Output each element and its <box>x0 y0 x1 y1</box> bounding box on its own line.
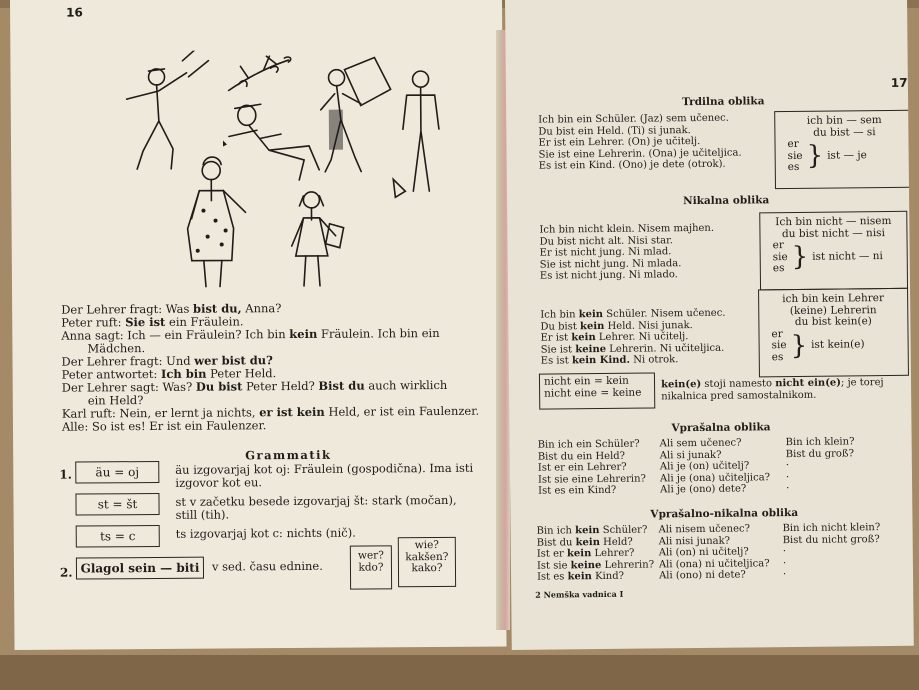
box-line: du bist kein(e) <box>794 315 872 328</box>
text-span: Ist sie <box>536 560 571 572</box>
text-span: auch wirklich <box>364 377 448 393</box>
pronoun: sie <box>772 250 788 263</box>
text-span: Anna? <box>241 301 282 316</box>
table-cell: Ali nisem učenec? <box>658 523 751 536</box>
text-span: Fräulein. Ich bin ein <box>317 326 440 341</box>
question-box <box>350 545 392 589</box>
example-line: Er ist nicht jung. Ni mlad. <box>539 246 672 259</box>
heading-trdilna: Trdilna oblika <box>682 95 765 109</box>
box-line: nicht eine = keine <box>544 386 642 400</box>
table-cell: Ali je (on) učitelj? <box>659 460 750 473</box>
verb-form: ist kein(e) <box>811 338 865 351</box>
pronoun: es <box>771 350 784 363</box>
text-span: Es ist <box>540 355 572 368</box>
table-column <box>659 523 784 582</box>
rule-text: izgovor kot eu. <box>175 475 263 490</box>
text-span: Ist er <box>536 548 568 560</box>
text-span: Lehrerin. Ni učiteljica. <box>606 342 725 355</box>
question-box <box>398 537 456 587</box>
rule-number: 2. <box>59 565 73 580</box>
table-cell: · <box>786 483 790 495</box>
table-cell: Ali (ono) ni dete? <box>658 569 746 582</box>
nikalna-lines <box>539 223 714 283</box>
table-column <box>660 437 787 496</box>
rule-box: st = št <box>75 493 159 516</box>
text-span: Held. Nisi junak. <box>604 319 693 332</box>
pronoun: er <box>772 239 784 252</box>
text-span: Schüler. Nisem učenec. <box>603 307 726 320</box>
note-line <box>661 389 884 403</box>
table-column <box>786 436 887 495</box>
text-span: Mädchen. <box>87 341 146 356</box>
brace: } <box>806 140 824 172</box>
table-cell: · <box>782 569 787 581</box>
example-line <box>540 308 725 322</box>
example-line: Ich bin nicht klein. Nisem majhen. <box>539 222 715 236</box>
question-word: kakšen? <box>405 550 449 563</box>
text-span: Du bist <box>540 320 581 333</box>
pronoun: es <box>772 262 785 275</box>
question-word: kako? <box>411 561 443 575</box>
table-column <box>538 438 661 497</box>
bold-word: kein <box>575 536 601 548</box>
bold-word: kein(e) <box>660 378 702 391</box>
example-line: Sie ist nicht jung. Ni mlada. <box>539 257 682 271</box>
table-cell: · <box>785 471 790 483</box>
table-cell: Ali je (ona) učiteljica? <box>659 472 771 485</box>
box-line: du bist nicht — nisi <box>781 226 885 240</box>
question-word: kdo? <box>358 560 384 574</box>
text-span: stoji namesto <box>701 378 776 390</box>
page-number: 17 <box>890 75 908 90</box>
section-heading-grammatik: Grammatik <box>245 447 332 463</box>
table-cell: Bin ich nicht klein? <box>782 522 881 535</box>
rule-box: äu = oj <box>75 461 159 484</box>
trdilna-lines <box>538 113 742 173</box>
table-cell: Ali je (ono) dete? <box>660 483 747 496</box>
table-cell <box>537 571 659 584</box>
page-number: 16 <box>66 5 83 20</box>
heading-nikalna: Nikalna oblika <box>683 194 770 208</box>
kein-lines <box>540 308 726 368</box>
example-line: Ich bin ein Schüler. (Jaz) sem učenec. <box>538 112 729 126</box>
example-line: Es ist ein Kind. (Ono) je dete (otrok). <box>538 159 726 173</box>
table-cell: Bin ich ein Schüler? <box>537 438 640 451</box>
table-plank <box>0 655 919 690</box>
rule-number: 1. <box>59 467 72 482</box>
bold-word: kein <box>289 326 318 342</box>
heading-vprasalno-nikalna: Vprašalno-nikalna oblika <box>650 506 799 521</box>
text-span: Bin ich <box>536 525 576 537</box>
text-span: Lehrer? <box>591 547 635 560</box>
rule-box: ts = c <box>76 525 160 548</box>
bold-word: keine <box>575 343 607 356</box>
table-cell <box>537 524 659 537</box>
box-line: ich bin — sem <box>806 114 882 127</box>
kein-rule-box <box>539 372 655 409</box>
table-cell: Ali (ona) ni učiteljica? <box>658 558 770 571</box>
table-cell: Ali (on) ni učitelj? <box>658 546 749 559</box>
pronoun-list <box>767 240 788 275</box>
illustration <box>98 49 470 302</box>
bold-word: nicht ein(e) <box>775 377 842 390</box>
text-span: Alle: So ist es! Er ist ein Faulenzer. <box>61 418 267 434</box>
bold-word: er ist kein <box>259 404 325 420</box>
bold-word: Ich bin <box>160 366 207 381</box>
trdilna-conjugation-box <box>774 110 914 189</box>
rule-text: v sed. času ednine. <box>211 558 323 574</box>
table-cell: Bist du nicht groß? <box>782 533 880 546</box>
text-span: ein Held? <box>87 393 144 408</box>
text-span: Held, er ist ein Faulenzer. <box>324 403 480 419</box>
pronoun: er <box>771 327 783 340</box>
table-cell: · <box>782 546 787 558</box>
table-cell: Ali sem učenec? <box>659 437 742 450</box>
text-span: Lehrerin? <box>601 559 655 571</box>
text-span: Peter antwortet: <box>61 366 162 382</box>
vprasalno-nikalna-table <box>537 522 894 584</box>
kein-rule-text <box>661 377 884 403</box>
bold-word: kein <box>579 320 605 332</box>
text-span: Schüler? <box>599 524 648 537</box>
text-span: Kind? <box>591 571 625 583</box>
pronoun-list <box>781 139 802 174</box>
text-span: Der Lehrer fragt: Und <box>61 353 195 369</box>
text-span: Der Lehrer fragt: Was <box>61 301 194 317</box>
text-span: Lehrer. Ni učitelj. <box>595 331 689 344</box>
bold-word: kein <box>566 548 592 560</box>
pronoun-list <box>765 329 786 364</box>
bold-word: kein <box>567 571 592 583</box>
text-span: Peter Held? <box>242 378 319 394</box>
rule-box: Glagol sein — biti <box>76 557 204 580</box>
verb-form: ist nicht — ni <box>812 249 883 263</box>
table-cell: Ali nisi junak? <box>658 535 731 548</box>
table-column <box>537 524 660 583</box>
pronoun: er <box>787 137 799 151</box>
bold-word: keine <box>570 559 602 572</box>
heading-vprasalna: Vprašalna oblika <box>671 421 771 435</box>
text-span: ; je torej <box>840 377 884 389</box>
pronoun-group <box>765 327 901 363</box>
question-word: wer? <box>357 549 384 562</box>
dialogue-text <box>61 301 479 434</box>
bold-word: kein Kind. <box>571 355 631 367</box>
table-cell: Ist es ein Kind? <box>538 485 617 498</box>
bold-word: bist du, <box>192 301 242 316</box>
box-line: (keine) Lehrerin <box>789 303 877 317</box>
box-line: ich bin kein Lehrer <box>782 292 885 306</box>
pronoun: sie <box>787 149 803 162</box>
text-span: Ist es <box>536 571 568 584</box>
example-line <box>541 354 726 368</box>
bold-word: kein <box>578 308 604 321</box>
brace: } <box>791 242 809 273</box>
example-line: Du bist nicht alt. Nisi star. <box>539 234 674 248</box>
verb-form: ist — je <box>827 148 867 162</box>
pronoun: sie <box>771 339 787 352</box>
text-span: Sie ist <box>540 344 576 356</box>
question-word: wie? <box>414 539 439 552</box>
pronoun: es <box>787 160 800 174</box>
table-column <box>782 522 893 581</box>
bold-word: Du bist <box>195 379 243 394</box>
table-cell: Bin ich klein? <box>785 436 855 449</box>
example-line <box>541 342 726 356</box>
bold-word: wer bist du? <box>194 353 273 368</box>
text-span: Held? <box>599 536 633 548</box>
vprasalna-table <box>538 436 887 498</box>
table-cell: Ali si junak? <box>659 449 722 461</box>
text-span: Karl ruft: Nein, er lernt ja nichts, <box>61 405 260 421</box>
table-cell: · <box>785 460 790 472</box>
text-span: Der Lehrer sagt: Was? <box>61 379 196 395</box>
pronoun-group <box>781 138 907 174</box>
box-line: nicht ein = kein <box>543 374 629 388</box>
rule-text: still (tih). <box>175 507 230 522</box>
box-line: Ich bin nicht — nisem <box>775 214 892 229</box>
example-line: Sie ist eine Lehrerin. (Ona) je učiteljica. <box>538 147 742 161</box>
text-span: Bist du <box>536 536 576 549</box>
text-span: Er ist <box>540 332 572 344</box>
nikalna-conjugation-box <box>759 211 908 291</box>
text-span: Ni otrok. <box>629 354 679 367</box>
illustration-drawing <box>98 49 470 302</box>
text-span: Peter ruft: <box>61 315 126 330</box>
example-line: Es ist nicht jung. Ni mlado. <box>539 269 678 283</box>
table-cell: Ist sie eine Lehrerin? <box>537 473 646 486</box>
box-line: du bist — si <box>813 125 876 139</box>
table-cell: Bist du groß? <box>785 447 854 460</box>
table-cell: Bist du ein Held? <box>537 450 626 463</box>
bold-word: Sie ist <box>125 314 166 330</box>
example-line: Du bist ein Held. (Ti) si junak. <box>538 124 691 138</box>
rule-text: st v začetku besede izgovarjaj št: stark (močan), <box>175 492 457 509</box>
table-cell: Ist er ein Lehrer? <box>537 461 627 474</box>
brace: } <box>790 330 808 361</box>
example-line: Er ist ein Lehrer. (On) je učitelj. <box>538 136 701 149</box>
text-span: Ich bin <box>540 309 579 321</box>
rule-text: äu izgovarjaj kot oj: Fräulein (gospodična). Ima isti <box>175 460 474 477</box>
table-cell <box>537 559 659 572</box>
kein-conjugation-box <box>758 288 909 378</box>
bold-word: kein <box>571 332 596 344</box>
text-span: nikalnica pred samostalnikom. <box>661 389 817 402</box>
text-span: Peter Held. <box>206 366 277 381</box>
table-cell: · <box>782 557 787 569</box>
rule-text: ts izgovarjaj kot c: nichts (nič). <box>175 525 356 541</box>
pronoun-group <box>767 239 901 275</box>
page-footer: 2 Nemška vadnica I <box>535 588 624 600</box>
bold-word: kein <box>575 525 600 537</box>
text-span: Anna sagt: Ich — ein Fräulein? Ich bin <box>61 327 290 343</box>
dialogue-line <box>62 418 479 434</box>
text-span: ein Fräulein. <box>165 314 244 329</box>
right-page <box>505 0 914 650</box>
bold-word: Bist du <box>318 378 365 393</box>
left-page <box>10 0 507 650</box>
